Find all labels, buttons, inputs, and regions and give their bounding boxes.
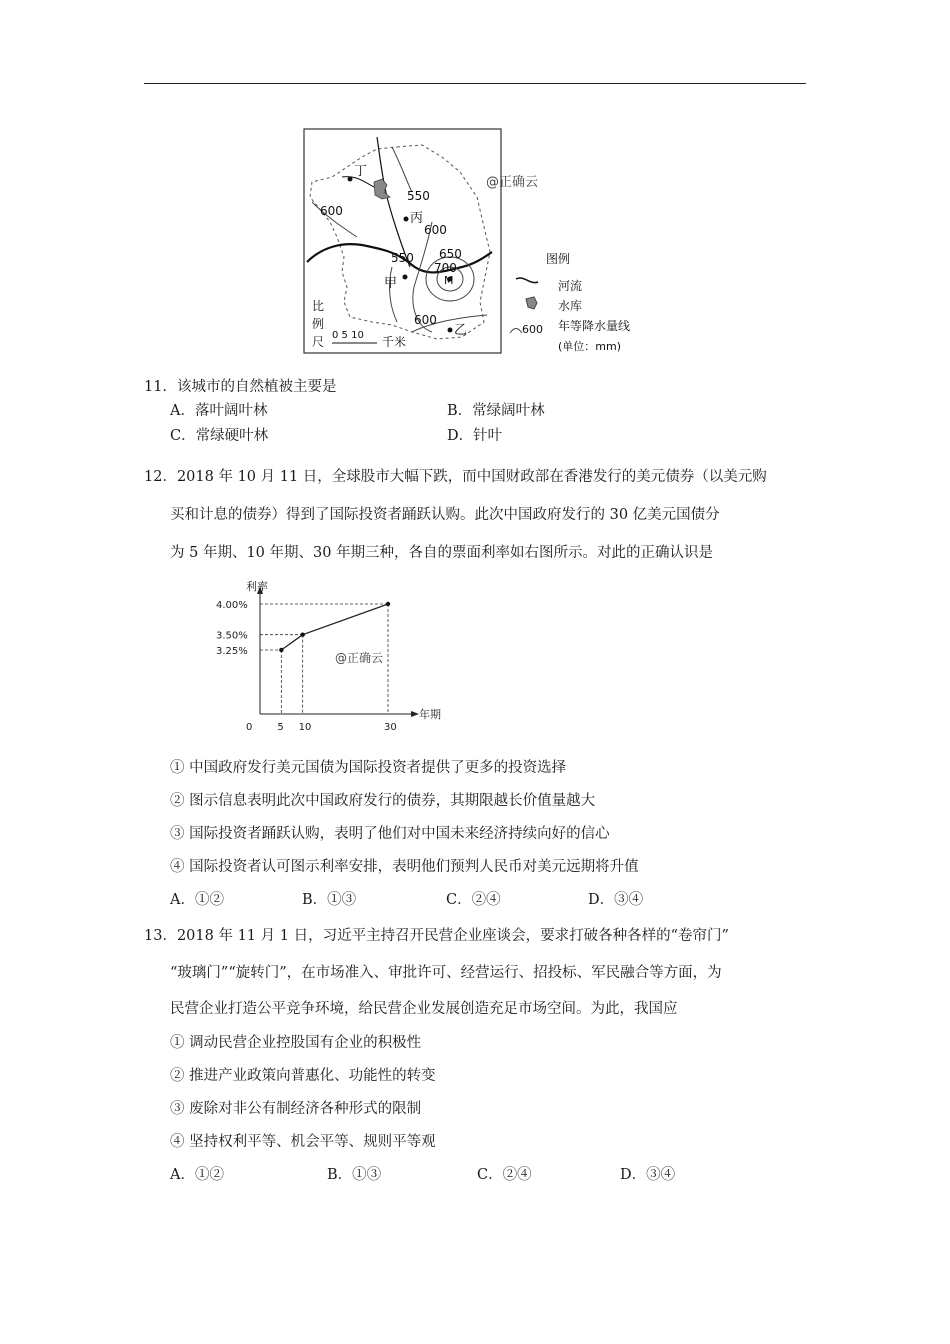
q13-line-1: 13．2018 年 11 月 1 日，习近平主持召开民营企业座谈会，要求打破各种各样的“卷帘门” (144, 928, 729, 944)
q12-option-b: B．①③ (302, 892, 357, 908)
contour-650: 650 (439, 247, 462, 261)
x-tick-label: 10 (298, 722, 312, 730)
q11-option-d: D．针叶 (447, 428, 503, 444)
legend-reservoir-icon (526, 297, 537, 309)
label-jia: 甲 (384, 276, 398, 291)
contour-600c: 600 (414, 313, 437, 327)
q13-statement-4: ④ 坚持权利平等、机会平等、规则平等观 (170, 1134, 436, 1150)
q11-option-a: A．落叶阔叶林 (170, 403, 268, 419)
header-rule (144, 83, 806, 84)
map-watermark: @正确云 (486, 175, 539, 190)
q12-statement-1: ① 中国政府发行美元国债为国际投资者提供了更多的投资选择 (170, 760, 567, 776)
q13-option-d: D．③④ (620, 1167, 676, 1183)
contour-600b: 600 (424, 223, 447, 237)
legend-reservoir: 水库 (558, 299, 583, 313)
label-ding: 丁 (354, 164, 368, 179)
scale-label-3: 尺 (312, 335, 325, 349)
label-bing: 丙 (410, 211, 424, 226)
y-tick-label: 3.25% (216, 646, 248, 657)
legend-river: 河流 (558, 279, 583, 293)
point-bing (404, 217, 409, 222)
y-axis-label: 利率 (246, 580, 268, 593)
point-jia (403, 275, 408, 280)
q11-option-b: B．常绿阔叶林 (447, 403, 545, 419)
contour-700: 700 (434, 261, 457, 275)
q13-option-a: A．①② (170, 1167, 224, 1183)
q11-option-c: C．常绿硬叶林 (170, 428, 269, 444)
q13-statement-1: ① 调动民营企业控股国有企业的积极性 (170, 1035, 422, 1051)
scale-unit: 千米 (382, 335, 407, 349)
chart-watermark: @正确云 (335, 651, 384, 665)
q13-statement-2: ② 推进产业政策向普惠化、功能性的转变 (170, 1068, 436, 1084)
x-tick-label: 30 (384, 722, 397, 730)
q13-option-c: C．②④ (477, 1167, 532, 1183)
scale-ticks: 0 5 10 (332, 330, 364, 341)
q13-option-b: B．①③ (327, 1167, 382, 1183)
contour-550b: 550 (391, 251, 414, 265)
scale-label-2: 例 (312, 317, 325, 331)
x-axis-label: 年期 (419, 708, 441, 721)
x-tick-label: 0 (246, 722, 253, 730)
tributary-river (377, 137, 410, 267)
q11-stem: 11．该城市的自然植被主要是 (144, 379, 337, 395)
label-yi: 乙 (454, 323, 468, 338)
data-point (386, 602, 390, 606)
y-tick-label: 4.00% (216, 600, 248, 611)
q12-line-2: 买和计息的债券）得到了国际投资者踊跃认购。此次中国政府发行的 30 亿美元国债分 (170, 507, 720, 523)
map-frame (304, 129, 501, 353)
q12-line-1: 12．2018 年 10 月 11 日，全球股市大幅下跌，而中国财政部在香港发行的美元债券（以美元购 (144, 469, 767, 485)
y-tick-label: 3.50% (216, 630, 248, 642)
reservoir (374, 179, 390, 199)
q12-statement-4: ④ 国际投资者认可图示利率安排，表明他们预判人民币对美元远期将升值 (170, 859, 639, 875)
x-tick-label: 5 (277, 722, 284, 730)
legend-isohyet: 年等降水量线 (558, 319, 631, 333)
q12-statement-3: ③ 国际投资者踊跃认购，表明了他们对中国未来经济持续向好的信心 (170, 826, 610, 842)
data-point (300, 632, 304, 636)
q12-option-c: C．②④ (446, 892, 501, 908)
legend-unit: (单位：mm) (558, 340, 622, 353)
q12-line-3: 为 5 年期、10 年期、30 年期三种，各自的票面利率如右图所示。对此的正确认识是 (170, 545, 714, 561)
q13-statement-3: ③ 废除对非公有制经济各种形式的限制 (170, 1101, 422, 1117)
point-ding (348, 177, 353, 182)
point-yi (448, 328, 453, 333)
x-axis-arrow (411, 711, 419, 717)
rate-line (281, 604, 388, 650)
legend-isohyet-icon (510, 329, 522, 334)
legend-title: 图例 (546, 252, 571, 266)
legend-isohyet-value: 600 (522, 323, 543, 336)
q13-line-3: 民营企业打造公平竞争环境，给民营企业发展创造充足市场空间。为此，我国应 (170, 1001, 678, 1017)
interest-rate-chart (205, 580, 445, 730)
contour-550a: 550 (407, 189, 430, 203)
isohyet-550-north (392, 147, 412, 192)
scale-label-1: 比 (312, 299, 325, 313)
precipitation-map (302, 127, 672, 359)
legend-river-icon (516, 278, 538, 283)
q12-option-d: D．③④ (588, 892, 644, 908)
data-point (279, 648, 283, 652)
contour-600a: 600 (320, 204, 343, 218)
q12-option-a: A．①② (170, 892, 224, 908)
label-m: M (444, 274, 454, 287)
q13-line-2: “玻璃门”“旋转门”，在市场准入、审批许可、经营运行、招投标、军民融合等方面，为 (170, 965, 722, 981)
q12-statement-2: ② 图示信息表明此次中国政府发行的债券，其期限越长价值量越大 (170, 793, 596, 809)
